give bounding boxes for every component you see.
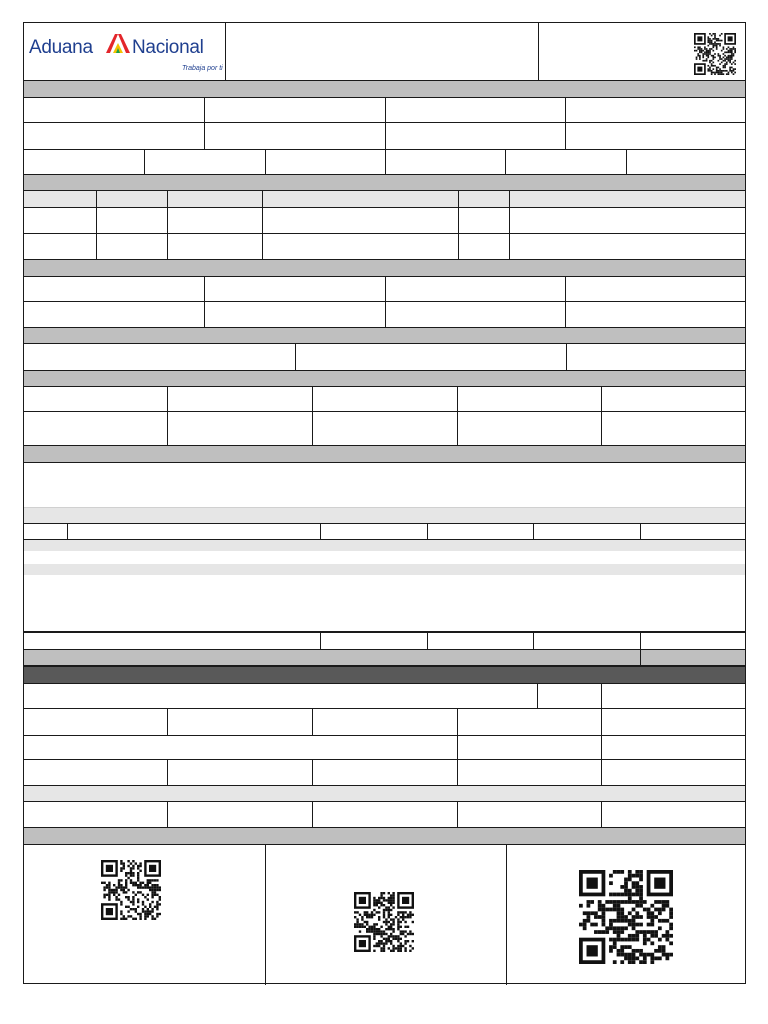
section-band: [24, 80, 745, 98]
items-stripe: [24, 540, 745, 551]
qr-code-icon: [579, 870, 673, 964]
logo-cell: [24, 23, 226, 80]
qr-code-icon: [694, 33, 736, 75]
section-band: [24, 827, 745, 845]
aduana-nacional-logo: [28, 27, 224, 77]
logo-word-left: Aduana: [29, 37, 93, 58]
column-header-row: [24, 191, 745, 207]
section-band: [24, 445, 745, 463]
section-band: [24, 370, 745, 387]
subtotal-band: [24, 649, 745, 666]
observations-area: [24, 463, 745, 507]
customs-declaration-form: [23, 22, 746, 984]
logo-word-right: Nacional: [132, 37, 204, 58]
qr-code-icon: [101, 860, 161, 920]
items-body: [24, 575, 745, 631]
section-7-subheader: [24, 786, 745, 801]
qr-code-icon: [354, 892, 414, 952]
section-band: [24, 174, 745, 191]
section-band-dark: [24, 666, 745, 684]
section-band: [24, 259, 745, 277]
items-stripe: [24, 564, 745, 575]
items-header-row: [24, 507, 745, 523]
logo-tagline: Trabaja por ti: [182, 65, 223, 72]
logo-mark-icon: [105, 32, 131, 54]
section-band: [24, 327, 745, 344]
